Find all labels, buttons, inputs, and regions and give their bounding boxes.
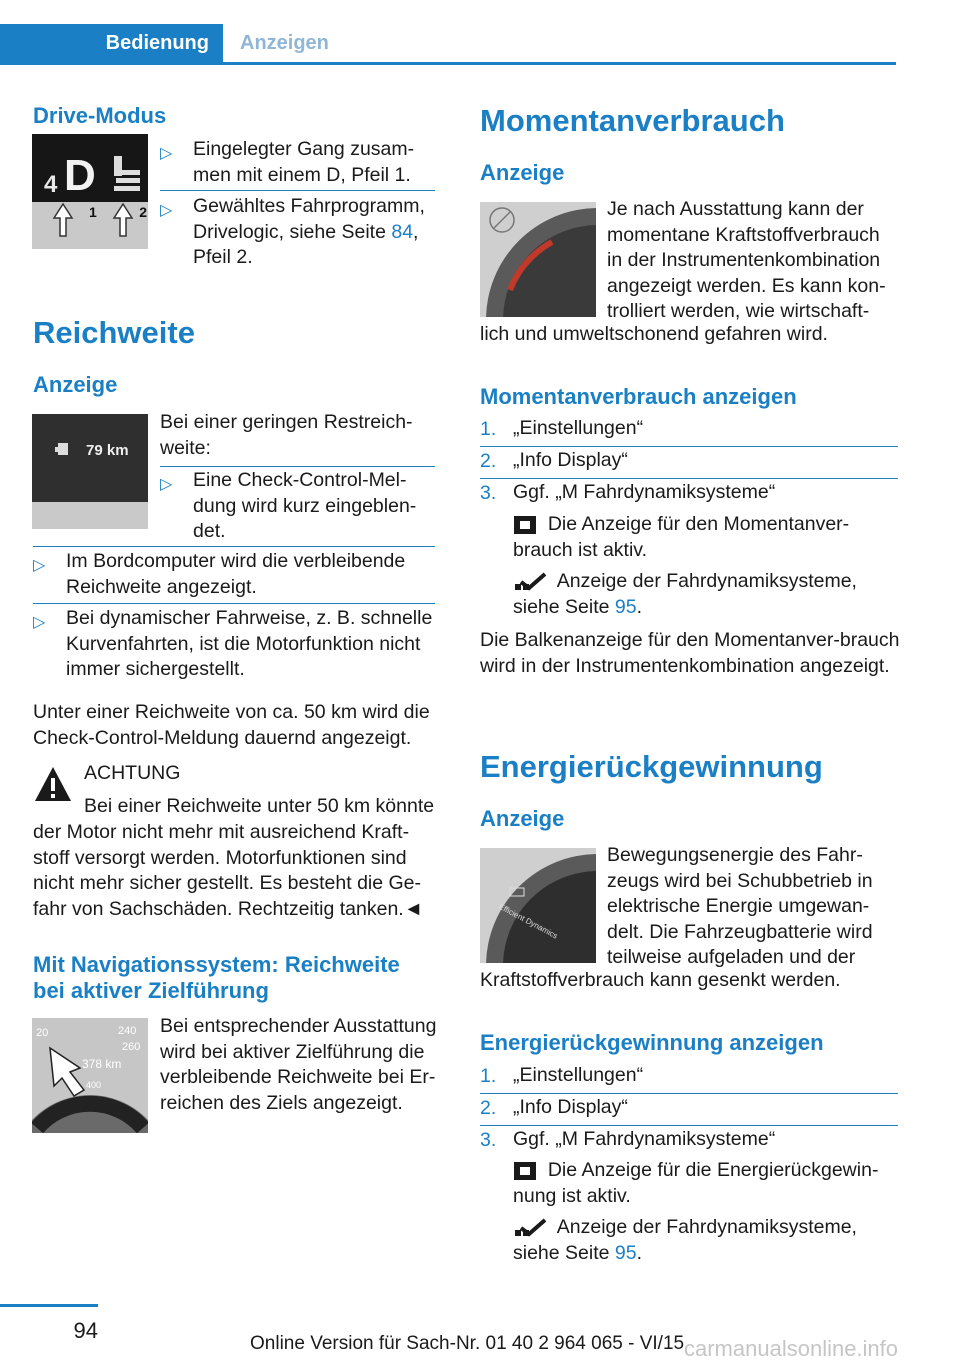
warning-title: ACHTUNG xyxy=(84,762,181,784)
drive-mode-heading: Drive-Modus xyxy=(33,103,167,128)
drive-mode-bullet-2: Gewähltes Fahrprogramm, Drivelogic, siehe Seite 84, Pfeil 2. xyxy=(193,195,425,268)
bullet-icon: ▷ xyxy=(160,145,173,162)
range-intro: Bei einer geringen Restreich-weite: xyxy=(160,411,413,459)
scale-max: 260 xyxy=(122,1041,141,1053)
footer-rule xyxy=(0,1304,98,1307)
consumption-option-1: Die Anzeige für den Momentanver- brauch ist aktiv. xyxy=(513,513,850,561)
range-bullet-1: Im Bordcomputer wird die verbleibende Reichweite angezeigt. xyxy=(66,550,406,598)
energy-heading: Energierückgewinnung xyxy=(480,749,823,784)
consumption-gauge-graphic xyxy=(480,202,596,317)
step-number: 3. xyxy=(480,1129,497,1151)
energy-gauge-graphic xyxy=(480,848,596,963)
gear-letter: D xyxy=(64,151,96,200)
range-paragraph: Unter einer Reichweite von ca. 50 km wird die Check-Control-Meldung dauernd angezeigt. xyxy=(33,701,430,749)
step-number: 2. xyxy=(480,1097,497,1119)
energy-subheading: Anzeige xyxy=(480,806,565,831)
tab-bedienung[interactable]: Bedienung xyxy=(0,24,223,62)
navigation-image xyxy=(32,1018,148,1133)
bullet-icon: ▷ xyxy=(160,202,173,219)
speedometer-graphic xyxy=(32,1018,148,1133)
bullet-icon: ▷ xyxy=(160,476,173,493)
consumption-option-2: Anzeige der Fahrdynamiksysteme, siehe Seite 95. xyxy=(513,570,857,618)
navigation-heading: Mit Navigationssystem: Reichweite bei aktiver Zielführung xyxy=(33,952,400,1003)
arrow-label-1: 1 xyxy=(89,204,97,220)
odo-value: 400 xyxy=(86,1080,102,1090)
warning-text: der Motor nicht mehr mit ausreichend Kraft-stoff versorgt werden. Motorfunktionen sind nicht mehr sicher gestellt. Es besteht die Ge-fahr von Sachschäden. Rechtzeitig tanken.◄ xyxy=(33,821,424,920)
divider xyxy=(160,190,435,191)
divider xyxy=(480,1125,898,1126)
checkbox-active-icon xyxy=(513,1161,537,1181)
driving-dynamics-icon xyxy=(513,1218,547,1238)
consumption-heading: Momentanverbrauch xyxy=(480,103,785,138)
consumption-image xyxy=(480,202,596,317)
energy-step-2-label: „Info Display“ xyxy=(513,1096,628,1118)
page-link-95[interactable]: 95 xyxy=(614,595,637,618)
divider xyxy=(33,546,435,547)
range-value: 79 km xyxy=(86,442,129,459)
energy-image-label: Efficient Dynamics xyxy=(497,901,560,941)
consumption-text-side: Je nach Ausstattung kann der momentane Kraftstoffverbrauch in der Instrumentenkombination angezeigt werden. Es kann kon-trolliert werden, wie wirtschaft- xyxy=(607,198,886,322)
page-link-84[interactable]: 84 xyxy=(391,220,414,243)
page-number: 94 xyxy=(73,1318,98,1343)
watermark: carmanualsonline.info xyxy=(684,1336,899,1361)
range-display-graphic xyxy=(32,414,148,529)
step-number: 1. xyxy=(480,418,497,440)
divider xyxy=(480,478,898,479)
step-2-label: „Info Display“ xyxy=(513,449,628,471)
bullet-icon: ▷ xyxy=(33,557,46,574)
consumption-paragraph: Die Balkenanzeige für den Momentanver-brauch wird in der Instrumentenkombination angezeigt. xyxy=(480,629,900,677)
divider xyxy=(33,603,435,604)
gear-display-graphic xyxy=(32,134,148,249)
driving-dynamics-icon xyxy=(513,572,547,592)
step-3-label: Ggf. „M Fahrdynamiksysteme“ xyxy=(513,481,776,503)
energy-option-1: Die Anzeige für die Energierückgewin- nung ist aktiv. xyxy=(513,1159,879,1207)
divider xyxy=(160,466,435,467)
nav-range-value: 378 km xyxy=(82,1057,122,1071)
energy-step-3-label: Ggf. „M Fahrdynamiksysteme“ xyxy=(513,1128,776,1150)
page-link-95[interactable]: 95 xyxy=(614,1241,637,1264)
gear-number: 4 xyxy=(44,171,58,198)
energy-step-1-label: „Einstellungen“ xyxy=(513,1064,644,1086)
drive-mode-image xyxy=(32,134,148,249)
consumption-subheading: Anzeige xyxy=(480,160,565,185)
range-bullet-2: Bei dynamischer Fahrweise, z. B. schnelle Kurvenfahrten, ist die Motorfunktion nicht immer sichergestellt. xyxy=(66,607,433,680)
step-1-label: „Einstellungen“ xyxy=(513,417,644,439)
scale-low: 20 xyxy=(36,1027,49,1039)
warning-line-1: Bei einer Reichweite unter 50 km könnte xyxy=(84,795,435,817)
step-number: 1. xyxy=(480,1065,497,1087)
tab-anzeigen[interactable]: Anzeigen xyxy=(240,31,329,54)
step-number: 2. xyxy=(480,450,497,472)
drive-mode-bullet-1: Eingelegter Gang zusam-men mit einem D, Pfeil 1. xyxy=(193,138,415,186)
divider xyxy=(480,1093,898,1094)
energy-steps-heading: Energierückgewinnung anzeigen xyxy=(480,1030,824,1055)
energy-text-full: Kraftstoffverbrauch kann gesenkt werden. xyxy=(480,969,841,991)
energy-option-2: Anzeige der Fahrdynamiksysteme, siehe Seite 95. xyxy=(513,1216,857,1264)
warning-icon xyxy=(33,765,73,803)
range-image xyxy=(32,414,148,529)
bullet-icon: ▷ xyxy=(33,614,46,631)
online-version-text: Online Version für Sach-Nr. 01 40 2 964 065 - VI/15 xyxy=(250,1333,685,1354)
range-heading: Reichweite xyxy=(33,315,195,350)
range-sub-bullet: Eine Check-Control-Mel-dung wird kurz eingeblen-det. xyxy=(193,469,417,542)
range-subheading: Anzeige xyxy=(33,372,118,397)
navigation-text: Bei entsprechender Ausstattung wird bei aktiver Zielführung die verbleibende Reichweite bei Er-reichen des Ziels angezeigt. xyxy=(160,1015,437,1114)
header-tabbar xyxy=(0,24,896,65)
scale-high: 240 xyxy=(118,1025,137,1037)
divider xyxy=(480,446,898,447)
consumption-text-full: lich und umweltschonend gefahren wird. xyxy=(480,323,828,345)
arrow-label-2: 2 xyxy=(139,204,147,220)
checkbox-active-icon xyxy=(513,515,537,535)
step-number: 3. xyxy=(480,482,497,504)
energy-image xyxy=(480,848,596,963)
energy-text-side: Bewegungsenergie des Fahr-zeugs wird bei Schubbetrieb in elektrische Energie umgewan-delt. Die Fahrzeugbatterie wird teilweise aufgeladen und der xyxy=(607,844,873,968)
consumption-steps-heading: Momentanverbrauch anzeigen xyxy=(480,384,797,409)
